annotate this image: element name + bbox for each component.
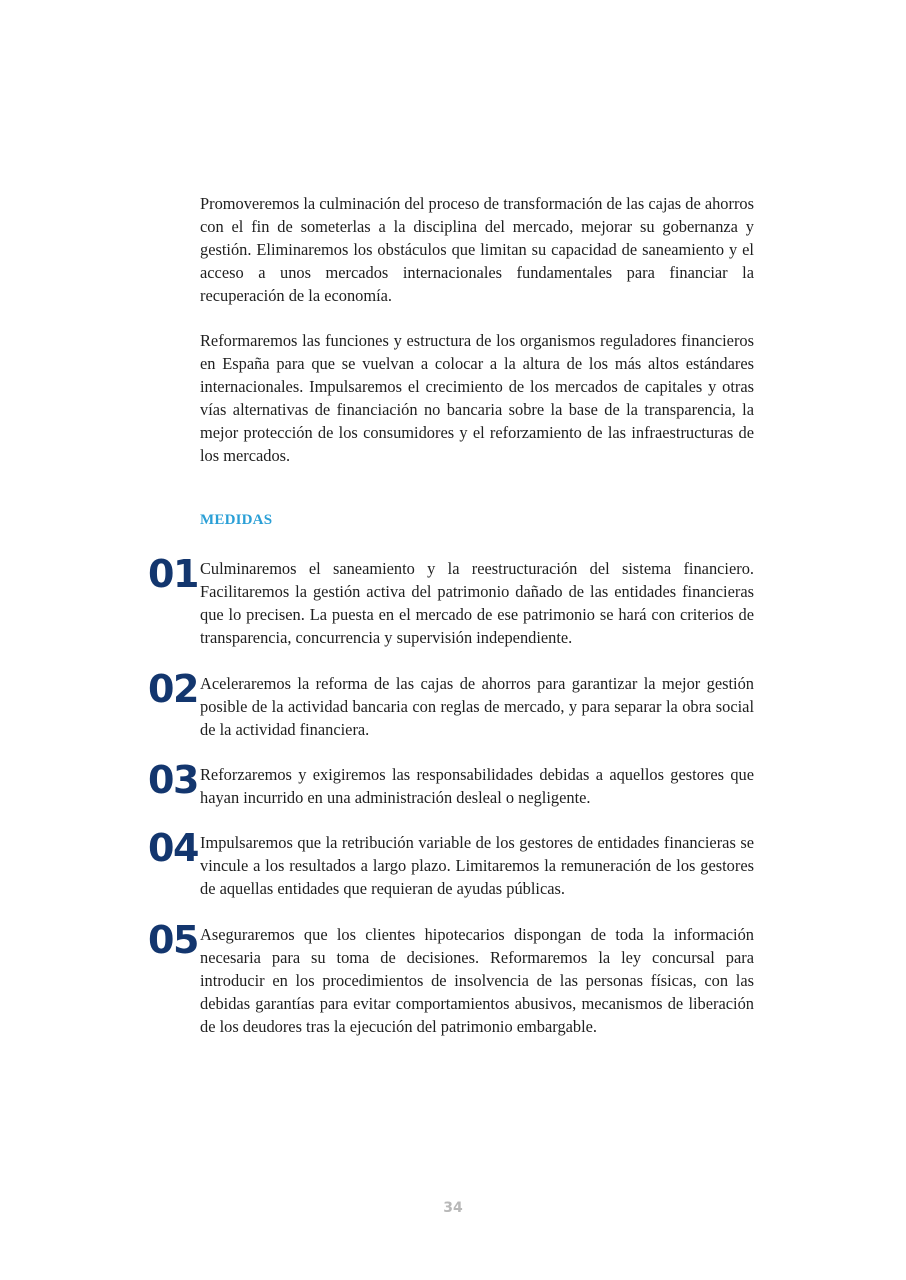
measure-text: Aseguraremos que los clientes hipotecarios dispongan de toda la información necesaria para su toma de decisiones. Reformaremos la ley concursal para introducir en los procedimientos de insolvencia de las personas físicas, con las debidas garantías para evitar comportamientos abusivos, mecanismos de liberación de los deudores tras la ejecución del patrimonio embargable. <box>200 925 754 1036</box>
page-number: 34 <box>443 1200 463 1216</box>
measure-text: Impulsaremos que la retribución variable de los gestores de entidades financieras se vincule a los resultados a largo plazo. Limitaremos la remuneración de los gestores de aquellas entidades que requieran de ayudas públicas. <box>200 833 754 898</box>
measure-number: 04 <box>148 826 198 870</box>
intro-paragraph-1: Promoveremos la culminación del proceso de transformación de las cajas de ahorros con el fin de someterlas a la disciplina del mercado, mejorar su gobernanza y gestión. Eliminaremos los obstáculos que limitan su capacidad de saneamiento y el acceso a unos mercados internacionales fundamentales para financiar la recuperación de la economía. <box>200 194 754 305</box>
measure-number: 03 <box>148 758 198 802</box>
medidas-heading: MEDIDAS <box>200 512 273 528</box>
measure-text: Reforzaremos y exigiremos las responsabilidades debidas a aquellos gestores que hayan incurrido en una administración desleal o negligente. <box>200 765 754 807</box>
measure-text: Aceleraremos la reforma de las cajas de ahorros para garantizar la mejor gestión posible de la actividad bancaria con reglas de mercado, y para separar la obra social de la actividad financiera. <box>200 674 754 739</box>
measure-number: 05 <box>148 918 198 962</box>
measure-number: 01 <box>148 552 198 596</box>
measure-number: 02 <box>148 667 198 711</box>
measure-text: Culminaremos el saneamiento y la reestructuración del sistema financiero. Facilitaremos la gestión activa del patrimonio dañado de las entidades financieras que lo precisen. La puesta en el mercado de ese patrimonio se hará con criterios de transparencia, concurrencia y supervisión independiente. <box>200 559 754 647</box>
intro-paragraph-2: Reformaremos las funciones y estructura de los organismos reguladores financieros en España para que se vuelvan a colocar a la altura de los más altos estándares internacionales. Impulsaremos el crecimiento de los mercados de capitales y otras vías alternativas de financiación no bancaria sobre la base de la transparencia, la mejor protección de los consumidores y el reforzamiento de las infraestructuras de los mercados. <box>200 331 754 465</box>
